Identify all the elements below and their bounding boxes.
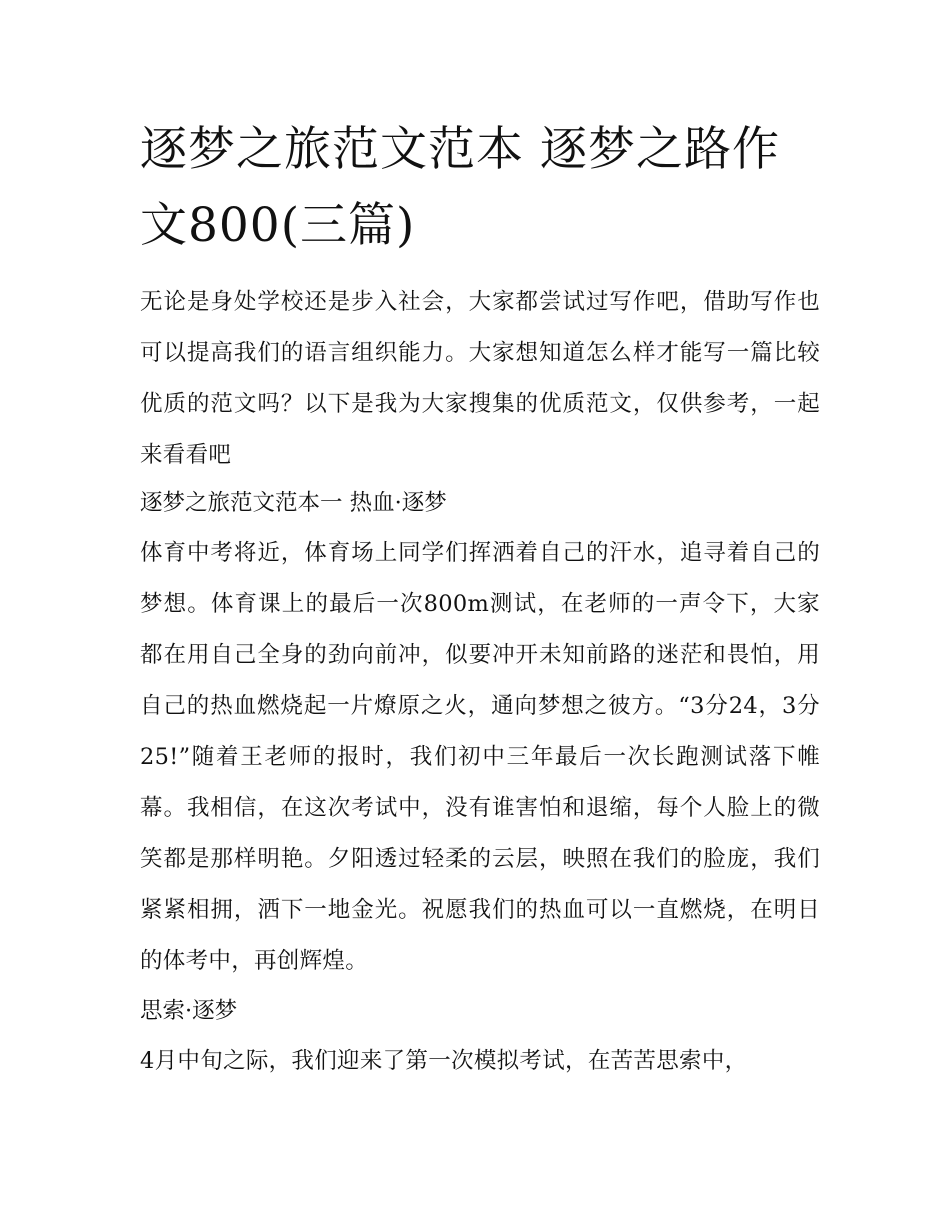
- section2-paragraph: 4月中旬之际，我们迎来了第一次模拟考试，在苦苦思索中，: [140, 1048, 748, 1074]
- document-title: 逐梦之旅范文范本 逐梦之路作文800(三篇): [140, 122, 780, 253]
- section1-paragraph: 体育中考将近，体育场上同学们挥洒着自己的汗水，追寻着自己的梦想。体育课上的最后一次800m测试，在老师的一声令下，大家都在用自己全身的劲向前冲，似要冲开未知前路的迷茫和畏怕，用自己的热血燃烧起一片燎原之火，通向梦想之彼方。“3分24，3分25!”随着王老师的报时，我们初中三年最后一次长跑测试落下帷幕。我相信，在这次考试中，没有谁害怕和退缩，每个人脸上的微笑都是那样明艳。夕阳透过轻柔的云层，映照在我们的脸庞，我们紧紧相拥，洒下一地金光。祝愿我们的热血可以一直燃烧，在明日的体考中，再创辉煌。: [140, 540, 820, 974]
- intro-paragraph: 无论是身处学校还是步入社会，大家都尝试过写作吧，借助写作也可以提高我们的语言组织能力。大家想知道怎么样才能写一篇比较优质的范文吗？以下是我为大家搜集的优质范文，仅供参考，一起来看看吧: [140, 289, 820, 468]
- section1-heading: 逐梦之旅范文范本一 热血·逐梦: [140, 490, 447, 516]
- section2-heading: 思索·逐梦: [140, 998, 238, 1024]
